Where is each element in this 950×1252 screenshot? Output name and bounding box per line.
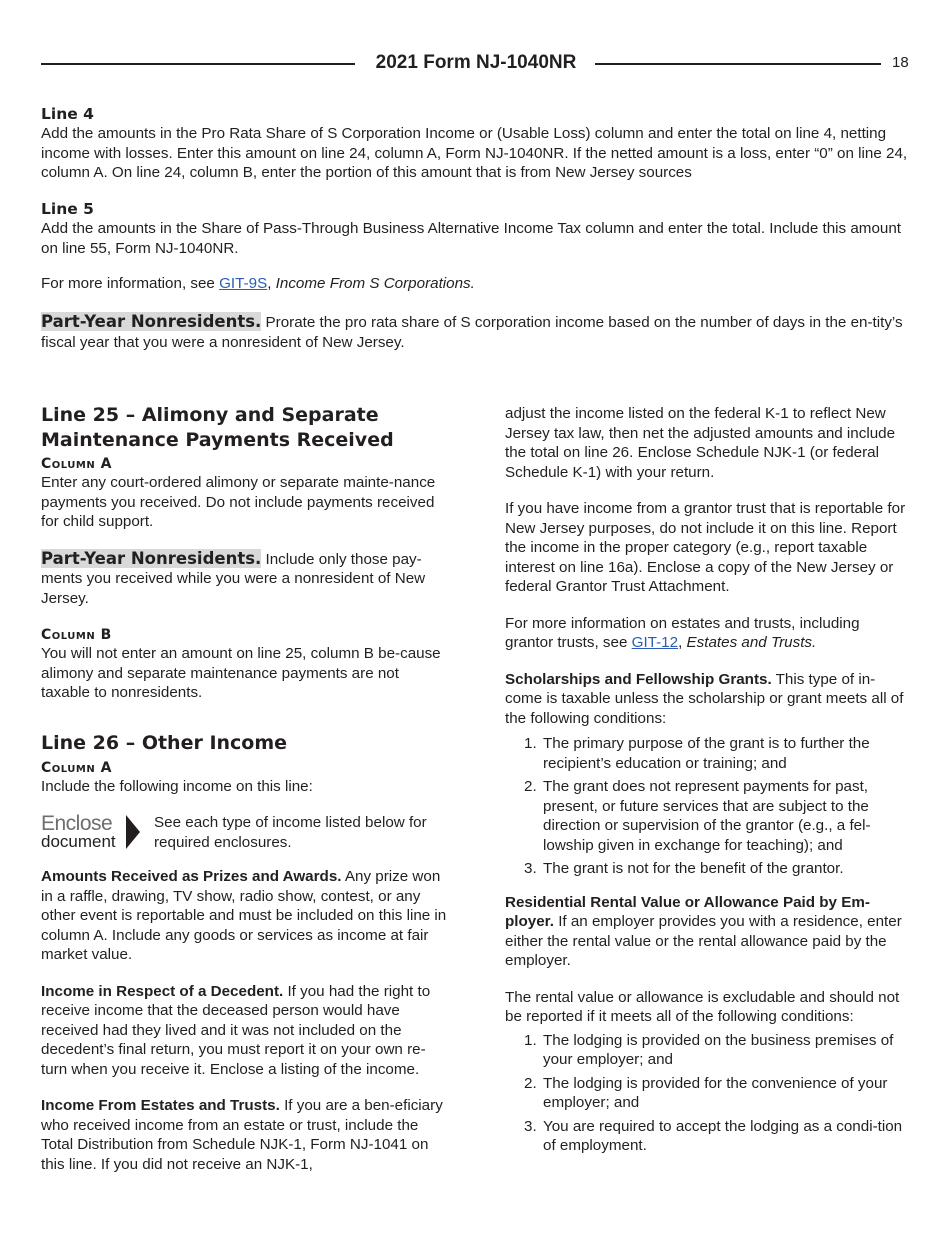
- enclose-note: See each type of income listed below for required enclosures.: [154, 814, 427, 851]
- scholarship-conditions-list: [505, 734, 911, 879]
- decedent-paragraph: [41, 982, 451, 1080]
- line4-heading: Line 4: [41, 105, 94, 123]
- list-number: 1.: [524, 735, 537, 752]
- list-item: [505, 859, 911, 879]
- line5-section: [41, 199, 911, 258]
- more-info-prefix: For more information, see: [41, 275, 220, 292]
- list-number: 2.: [524, 1074, 537, 1092]
- estates-label: Income From Estates and Trusts.: [41, 1097, 280, 1114]
- list-item: [505, 1031, 911, 1070]
- rental-body: If an employer provides you with a residence, enter either the rental value or the rental allowance paid by the employer.: [505, 913, 902, 969]
- estates-paragraph: [41, 1096, 451, 1174]
- line4-body: Add the amounts in the Pro Rata Share of S Corporation Income or (Usable Loss) column and enter the total on line 4, netting income with losses. Enter this amount on line 24, column A, Form NJ-1040NR. If the netted amount is a loss, enter “0” on line 24, column A. On line 24, column B, enter the portion of this amount that is from New Jersey sources: [41, 125, 908, 181]
- part-year-label: Part-Year Nonresidents.: [41, 312, 262, 331]
- line26-section: [41, 731, 451, 797]
- list-text: The grant does not represent payments for past, present, or future services that are subject to the direction or supervision of the grantor (e.g., a fel-lowship given in exchange for teaching); and: [543, 778, 871, 854]
- form-title: 2021 Form NJ-1040NR: [375, 52, 577, 73]
- rental-conditions-intro: The rental value or allowance is excludable and should not be reported if it meets all of the following conditions:: [505, 988, 900, 1025]
- more-info-title: Income From S Corporations.: [275, 275, 475, 292]
- line25-heading-2: Maintenance Payments Received: [41, 429, 394, 451]
- line25-column-a-body: Enter any court-ordered alimony or separate mainte-nance payments you received. Do not include payments received for child support.: [41, 474, 436, 530]
- list-text: The lodging is provided on the business premises of your employer; and: [543, 1031, 894, 1068]
- part-year-body: Prorate the pro rata share of S corporation income based on the number of days in the en-tity’s fiscal year that you were a nonresident of New Jersey.: [41, 314, 903, 351]
- line25-section: [41, 403, 451, 703]
- prizes-body: Any prize won in a raffle, drawing, TV show, radio show, contest, or any other event is reportable and must be included on this line in column A. Include any goods or services as income at fair market value.: [41, 868, 447, 963]
- git-9s-link[interactable]: GIT-9S: [219, 275, 268, 292]
- estates-body: If you are a ben-eficiary who received income from an estate or trust, include the Total Distribution from Schedule NJK-1, Form NJ-1041 on this line. If you did not receive an NJK-1,: [41, 1097, 443, 1173]
- grantor-trust-paragraph: If you have income from a grantor trust that is reportable for New Jersey purposes, do not include it on this line. Report the income in the proper category (e.g., report taxable interest on line 16a). Enclose a copy of the New Jersey or federal Grantor Trust Attachment.: [505, 500, 906, 595]
- header-rule-right: [595, 63, 881, 65]
- line25-heading-1: Line 25 – Alimony and Separate: [41, 404, 379, 426]
- list-item: [505, 734, 911, 773]
- list-number: 1.: [524, 1031, 537, 1049]
- header-rule-left: [41, 63, 355, 65]
- list-number: 2.: [524, 778, 537, 795]
- right-column: [505, 404, 911, 1160]
- more-info-prefix: For more information on estates and trusts, including grantor trusts, see: [505, 614, 860, 651]
- estates-continued: adjust the income listed on the federal K-1 to reflect New Jersey tax law, then net the adjusted amounts and include the total on line 26. Enclose Schedule NJK-1 (or federal Schedule K-1) with your return.: [505, 405, 896, 481]
- part-year-note-s-corp: [41, 312, 911, 352]
- line5-heading: Line 5: [41, 200, 94, 218]
- prizes-paragraph: [41, 867, 451, 965]
- enclose-document-icon: [41, 812, 141, 852]
- rental-conditions-list: [505, 1031, 911, 1156]
- more-info-sep: ,: [678, 634, 687, 651]
- list-item: [505, 1117, 911, 1156]
- enclose-word: Enclose: [41, 812, 113, 835]
- line5-body: Add the amounts in the Share of Pass-Through Business Alternative Income Tax column and enter the total. Include this amount on line 55, Form NJ-1040NR.: [41, 220, 901, 257]
- more-info-sep: ,: [267, 275, 276, 292]
- list-item: [505, 1074, 911, 1113]
- line26-items: [41, 867, 451, 1174]
- line25-column-a-heading: Column A: [41, 456, 112, 472]
- more-info-s-corp: [41, 274, 911, 294]
- decedent-label: Income in Respect of a Decedent.: [41, 982, 284, 1000]
- list-text: The lodging is provided for the convenience of your employer; and: [543, 1074, 888, 1111]
- list-number: 3.: [524, 860, 537, 877]
- line26-intro: Include the following income on this line:: [41, 778, 313, 795]
- scholarships-paragraph: [505, 670, 911, 729]
- prizes-label: Amounts Received as Prizes and Awards.: [41, 868, 342, 885]
- scholarships-body: This type of in-come is taxable unless the scholarship or grant meets all of the following conditions:: [505, 670, 904, 727]
- line26-heading: Line 26 – Other Income: [41, 732, 288, 754]
- arrow-right-icon: [126, 815, 140, 849]
- git-12-link[interactable]: GIT-12: [631, 634, 679, 651]
- line25-part-year-note: [41, 549, 451, 609]
- rental-label: Residential Rental Value or Allowance Paid by Em-ployer.: [505, 893, 870, 930]
- page-header: [41, 50, 881, 80]
- part-year-body: Include only those pay-ments you received while you were a nonresident of New Jersey.: [41, 550, 426, 607]
- line26-column-a-heading: Column A: [41, 760, 112, 776]
- part-year-label: Part-Year Nonresidents.: [41, 548, 262, 568]
- line25-column-b-body: You will not enter an amount on line 25, column B be-cause alimony and separate maintenance payments are not taxable to nonresidents.: [41, 645, 441, 701]
- decedent-body: If you had the right to receive income that the deceased person would have received had they lived and it was not included on the decedent’s final return, you must report it on your own re-turn when you receive it. Enclose a listing of the income.: [41, 982, 431, 1078]
- list-item: [505, 777, 911, 855]
- document-word: document: [41, 832, 116, 851]
- list-number: 3.: [524, 1117, 537, 1135]
- list-text: The primary purpose of the grant is to further the recipient’s education or training; and: [543, 735, 870, 772]
- page-number: 18: [892, 54, 909, 71]
- line25-column-b-heading: Column B: [41, 627, 112, 643]
- rental-paragraph: [505, 893, 911, 971]
- more-info-estates: [505, 614, 911, 653]
- more-info-title: Estates and Trusts.: [686, 634, 817, 651]
- list-text: You are required to accept the lodging as a condi-tion of employment.: [543, 1117, 903, 1154]
- scholarships-label: Scholarships and Fellowship Grants.: [505, 670, 772, 688]
- list-text: The grant is not for the benefit of the grantor.: [543, 860, 844, 877]
- line4-section: [41, 104, 911, 183]
